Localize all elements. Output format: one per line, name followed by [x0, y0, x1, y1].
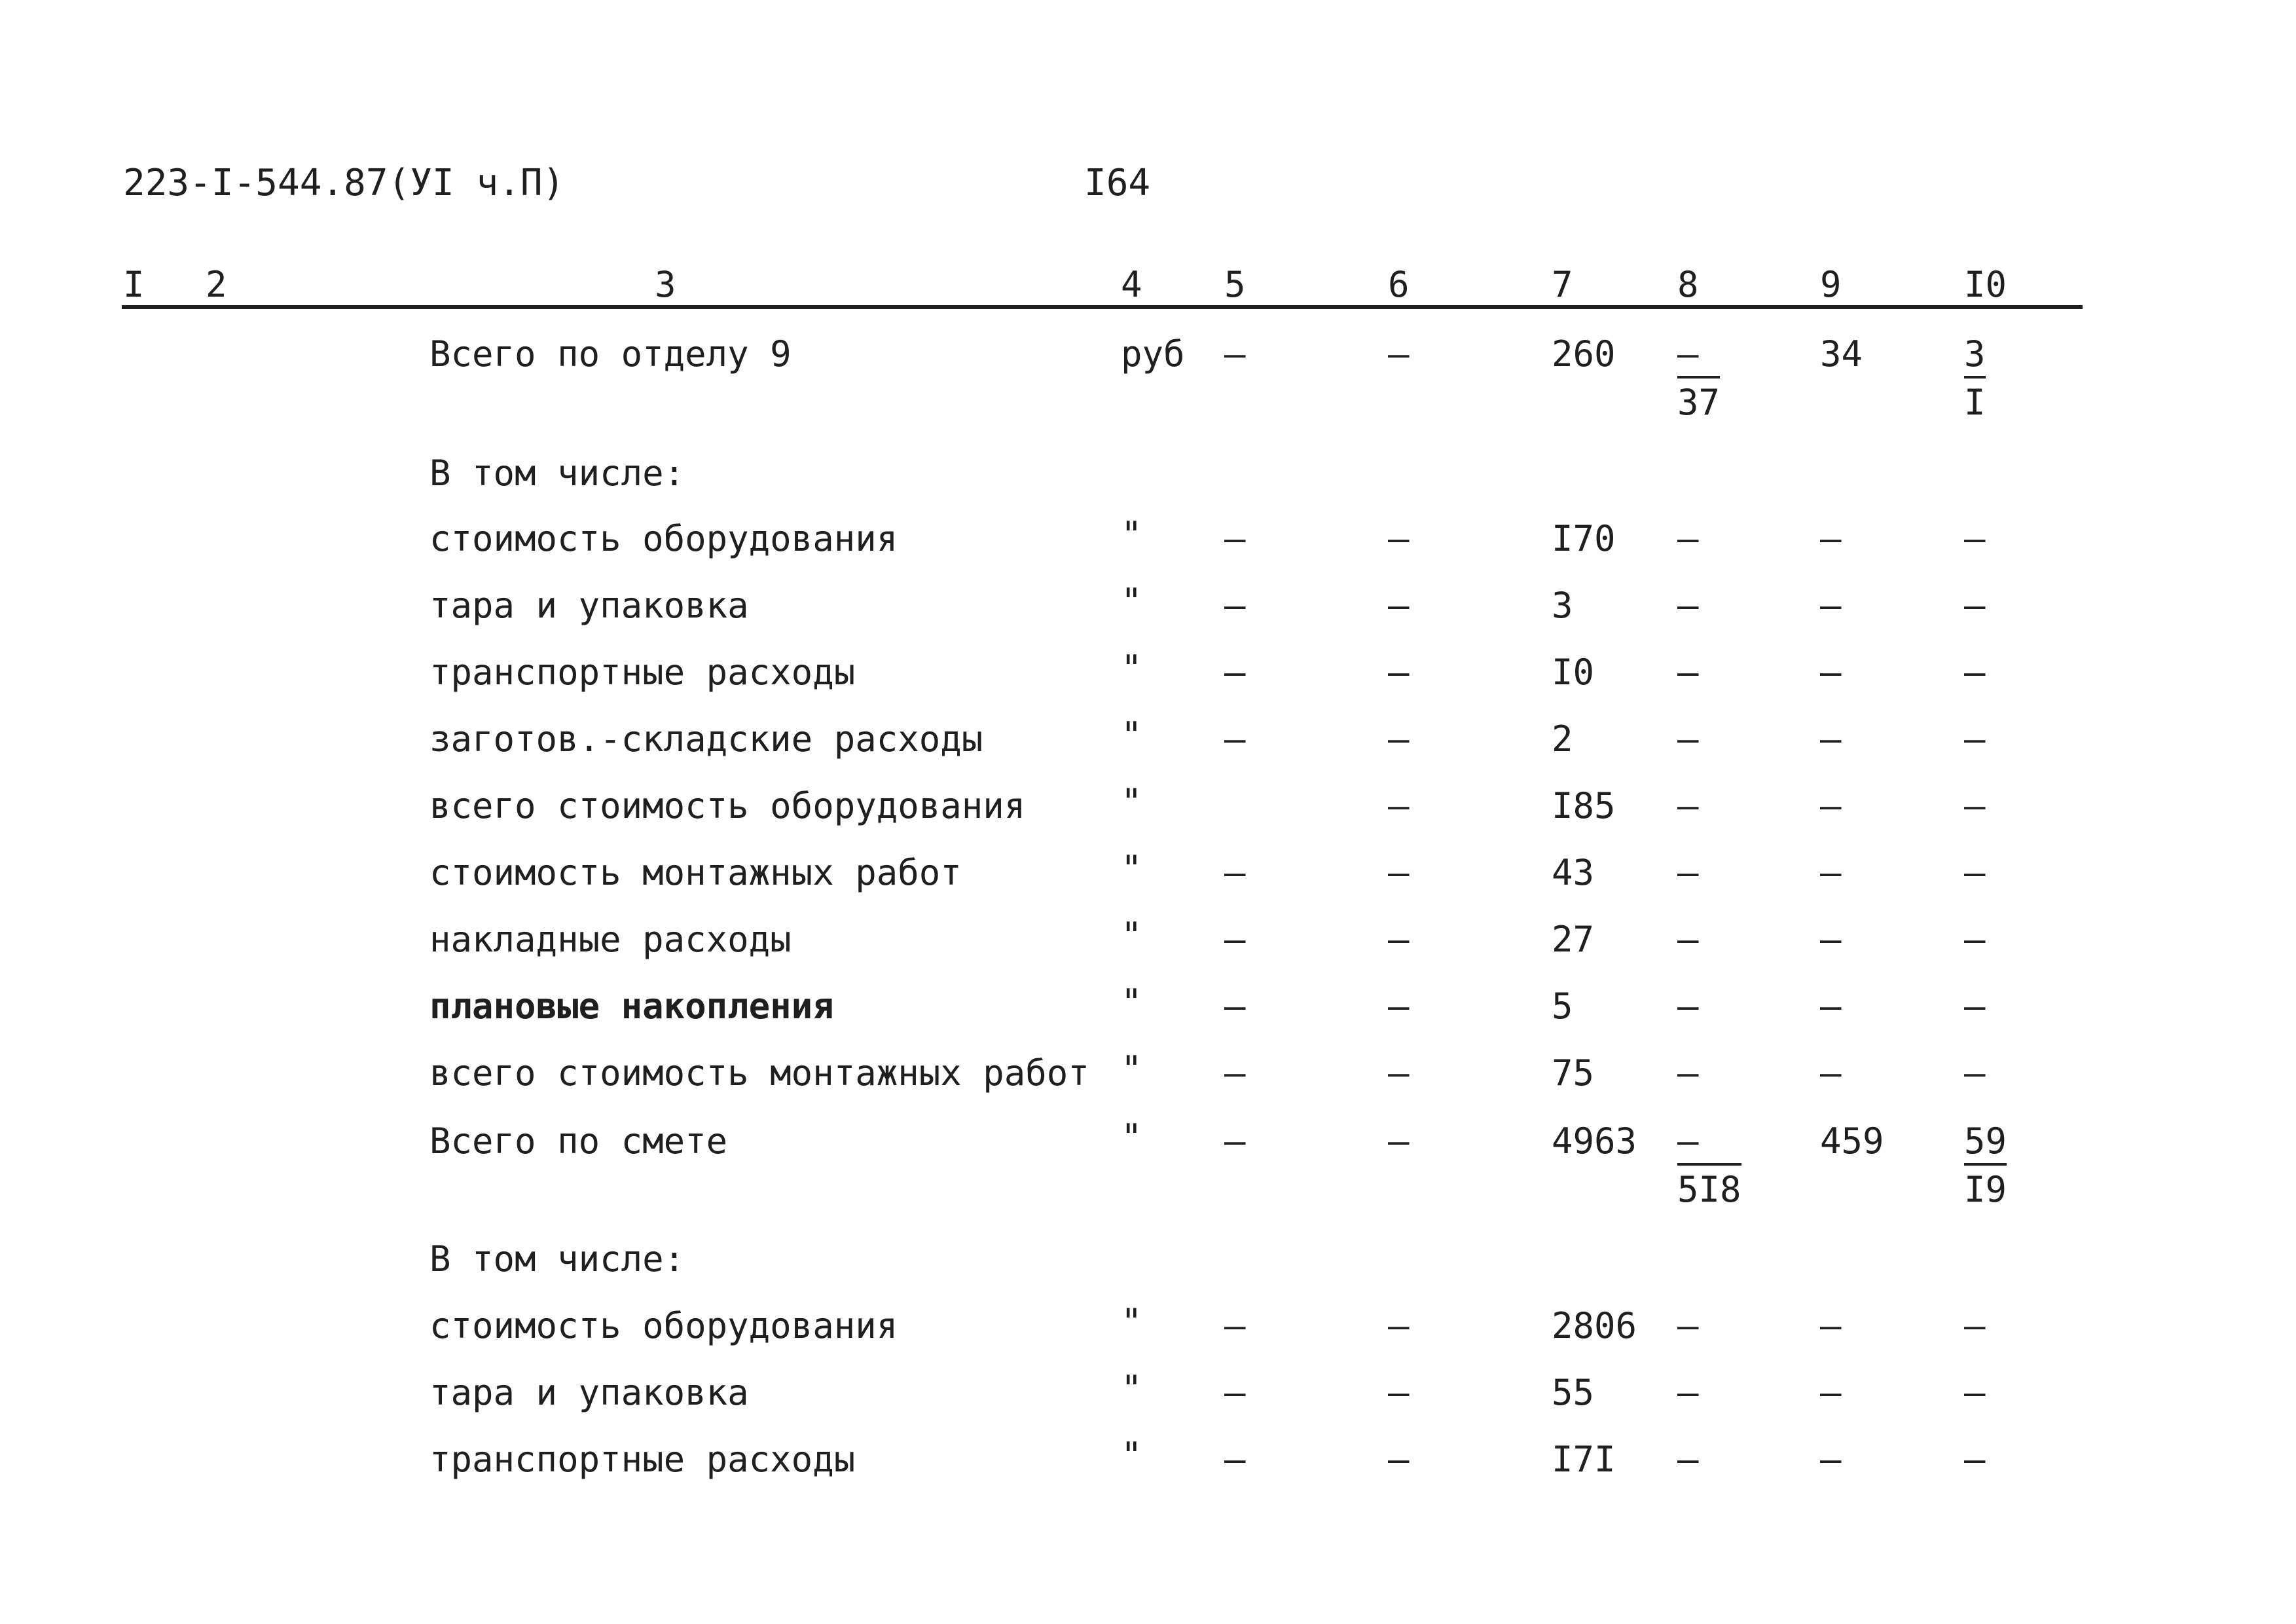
row-c6: –: [1388, 1305, 1410, 1346]
row-c9: –: [1820, 585, 1842, 626]
row-c7: I85: [1552, 785, 1616, 826]
row-c5: –: [1224, 585, 1246, 626]
row-label: всего стоимость оборудования: [429, 785, 1026, 826]
row-unit: ": [1121, 848, 1142, 889]
including-heading: В том числе:: [429, 1238, 685, 1280]
column-header-2: 2: [206, 264, 227, 305]
row-c6: –: [1388, 986, 1410, 1027]
row-label: тара и упаковка: [429, 1372, 749, 1413]
row-c9: –: [1820, 518, 1842, 559]
row-unit: ": [1121, 1301, 1142, 1342]
row-c6: –: [1388, 1052, 1410, 1094]
row-c5: –: [1224, 1052, 1246, 1094]
header-rule: [122, 305, 2083, 309]
fraction-denominator: I9: [1964, 1169, 2007, 1210]
row-c8: –: [1677, 986, 1699, 1027]
column-header-3: 3: [655, 264, 676, 305]
row-c5: –: [1224, 1439, 1246, 1480]
section-total-label: Всего по отделу 9: [429, 333, 792, 375]
row-c9: –: [1820, 986, 1842, 1027]
row-label: заготов.-складские расходы: [429, 718, 983, 760]
row-label: стоимость оборудования: [429, 518, 898, 559]
row-c7: I0: [1552, 652, 1595, 693]
row-c8: –: [1677, 518, 1699, 559]
row-c7: 5: [1552, 986, 1573, 1027]
section-total-c6: –: [1388, 333, 1410, 375]
row-unit: ": [1121, 714, 1142, 756]
row-unit: ": [1121, 1435, 1142, 1476]
row-c6: –: [1388, 585, 1410, 626]
row-c6: –: [1388, 518, 1410, 559]
row-unit: ": [1121, 648, 1142, 689]
column-header-7: 7: [1552, 264, 1573, 305]
row-c8: –: [1677, 1052, 1699, 1094]
row-c8: –: [1677, 718, 1699, 760]
row-c8: –: [1677, 919, 1699, 960]
fraction-numerator: 3: [1964, 337, 1986, 378]
row-c10: –: [1964, 919, 1986, 960]
row-c5: –: [1224, 1305, 1246, 1346]
row-unit: ": [1121, 915, 1142, 956]
estimate-total-c8-fraction: [1677, 1120, 1741, 1210]
row-c10: –: [1964, 518, 1986, 559]
row-c6: –: [1388, 1439, 1410, 1480]
estimate-total-c5: –: [1224, 1120, 1246, 1162]
row-unit: ": [1121, 1048, 1142, 1090]
row-c8: –: [1677, 1439, 1699, 1480]
fraction-numerator: –: [1677, 1124, 1741, 1166]
fraction-denominator: 37: [1677, 382, 1721, 423]
row-c5: –: [1224, 518, 1246, 559]
section-total-c5: –: [1224, 333, 1246, 375]
row-c7: 55: [1552, 1372, 1595, 1413]
row-c7: 2806: [1552, 1305, 1637, 1346]
row-label: транспортные расходы: [429, 1439, 856, 1480]
section-total-c8-fraction: [1677, 333, 1721, 423]
section-total-c10-fraction: [1964, 333, 1986, 423]
row-c5: –: [1224, 1372, 1246, 1413]
row-c9: –: [1820, 919, 1842, 960]
row-c5: –: [1224, 652, 1246, 693]
column-header-10: I0: [1964, 264, 2007, 305]
row-c5: –: [1224, 852, 1246, 893]
section-total-c7: 260: [1552, 333, 1616, 375]
row-label: плановые накопления: [429, 986, 834, 1027]
estimate-total-c10-fraction: [1964, 1120, 2007, 1210]
row-c10: –: [1964, 1052, 1986, 1094]
row-c9: –: [1820, 718, 1842, 760]
column-header-6: 6: [1388, 264, 1410, 305]
row-c9: –: [1820, 785, 1842, 826]
row-c9: –: [1820, 852, 1842, 893]
fraction-denominator: I: [1964, 382, 1986, 423]
row-c8: –: [1677, 785, 1699, 826]
row-c8: –: [1677, 652, 1699, 693]
row-c10: –: [1964, 1305, 1986, 1346]
row-label: накладные расходы: [429, 919, 792, 960]
estimate-total-c6: –: [1388, 1120, 1410, 1162]
estimate-total-c9: 459: [1820, 1120, 1884, 1162]
row-c9: –: [1820, 652, 1842, 693]
row-c5: –: [1224, 986, 1246, 1027]
section-total-unit: руб: [1121, 333, 1185, 375]
page-number: I64: [1084, 162, 1151, 204]
row-label: стоимость монтажных работ: [429, 852, 962, 893]
row-c9: –: [1820, 1052, 1842, 1094]
row-c7: 75: [1552, 1052, 1595, 1094]
fraction-numerator: –: [1677, 337, 1720, 378]
row-c7: I7I: [1552, 1439, 1616, 1480]
row-c8: –: [1677, 1372, 1699, 1413]
row-unit: ": [1121, 581, 1142, 622]
row-c10: –: [1964, 1372, 1986, 1413]
row-c6: –: [1388, 919, 1410, 960]
column-header-4: 4: [1121, 264, 1142, 305]
row-label: транспортные расходы: [429, 652, 856, 693]
row-c8: –: [1677, 852, 1699, 893]
row-c10: –: [1964, 718, 1986, 760]
estimate-total-c7: 4963: [1552, 1120, 1637, 1162]
estimate-total-label: Всего по смете: [429, 1120, 728, 1162]
column-header-1: I: [123, 264, 145, 305]
column-header-9: 9: [1820, 264, 1842, 305]
row-c10: –: [1964, 1439, 1986, 1480]
row-label: стоимость оборудования: [429, 1305, 898, 1346]
row-c9: –: [1820, 1372, 1842, 1413]
row-c9: –: [1820, 1439, 1842, 1480]
column-header-8: 8: [1677, 264, 1699, 305]
row-c6: –: [1388, 652, 1410, 693]
row-c7: 27: [1552, 919, 1595, 960]
row-c10: –: [1964, 652, 1986, 693]
row-c9: –: [1820, 1305, 1842, 1346]
row-c6: –: [1388, 718, 1410, 760]
row-label: тара и упаковка: [429, 585, 749, 626]
row-c5: –: [1224, 718, 1246, 760]
row-unit: ": [1121, 781, 1142, 822]
row-c6: –: [1388, 785, 1410, 826]
row-c10: –: [1964, 785, 1986, 826]
row-unit: ": [1121, 982, 1142, 1023]
row-c10: –: [1964, 585, 1986, 626]
column-header-5: 5: [1224, 264, 1246, 305]
row-c7: 43: [1552, 852, 1595, 893]
row-c8: –: [1677, 1305, 1699, 1346]
row-label: всего стоимость монтажных работ: [429, 1052, 1089, 1094]
row-c6: –: [1388, 1372, 1410, 1413]
row-c7: I70: [1552, 518, 1616, 559]
fraction-numerator: 59: [1964, 1124, 2007, 1166]
including-heading: В том числе:: [429, 452, 685, 494]
row-c7: 3: [1552, 585, 1573, 626]
row-c6: –: [1388, 852, 1410, 893]
row-c5: –: [1224, 919, 1246, 960]
section-total-c9: 34: [1820, 333, 1863, 375]
fraction-denominator: 5I8: [1677, 1169, 1741, 1210]
document-code: 223-I-544.87(УI ч.П): [123, 162, 565, 204]
row-unit: ": [1121, 1368, 1142, 1409]
row-c8: –: [1677, 585, 1699, 626]
estimate-total-unit: ": [1121, 1116, 1142, 1158]
row-unit: ": [1121, 514, 1142, 555]
row-c10: –: [1964, 986, 1986, 1027]
row-c7: 2: [1552, 718, 1573, 760]
row-c10: –: [1964, 852, 1986, 893]
